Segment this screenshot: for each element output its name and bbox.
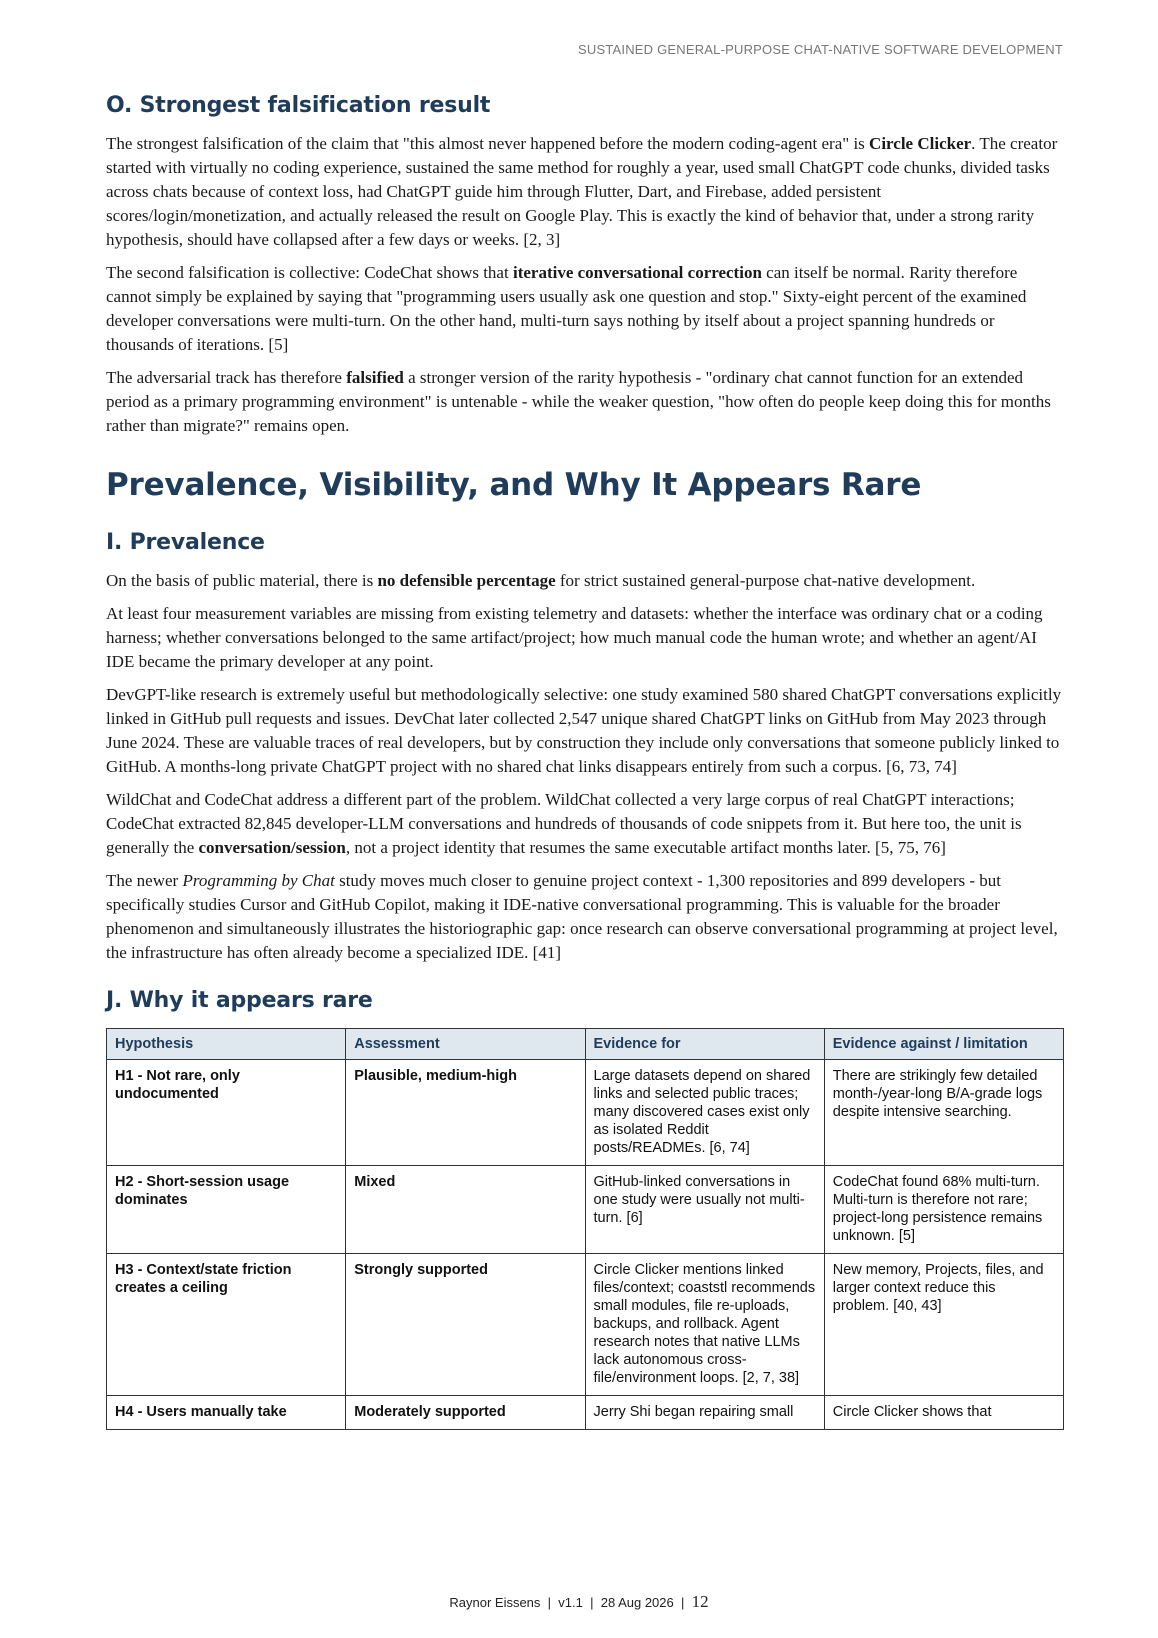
bold-term: iterative conversational correction (512, 263, 762, 283)
table-row (107, 1395, 1064, 1429)
footer-author: Raynor Eissens (449, 1595, 541, 1610)
page-number: 12 (691, 1592, 709, 1611)
section-j-heading: J. Why it appears rare (106, 988, 373, 1014)
text-span: . The creator started with virtually no coding experience, sustained the same method for roughly a year, used small ChatGPT code chunks, divided tasks across chats because of context loss, had ChatGPT guide him through Flutter, Dart, and Firebase, added persistent scores/login/monetization, and actually released the result on Google Play. This is exactly the kind of behavior that, under a strong rarity hypothesis, should have collapsed after a few days or weeks. [2, 3] (106, 134, 1058, 250)
evidence-for-cell: GitHub-linked conversations in one study were usually not multi-turn. [6] (585, 1165, 824, 1253)
column-header: Assessment (346, 1028, 585, 1059)
text-span: WildChat and CodeChat address a different part of the problem. WildChat collected a very large corpus of real ChatGPT interactions; CodeChat extracted 82,845 developer-LLM conversations and hundreds of thousands of code snippets from it. But here too, the unit is generally the (106, 790, 1022, 858)
hypothesis-cell: H4 - Users manually take (107, 1395, 346, 1429)
evidence-for-cell: Jerry Shi began repairing small (585, 1395, 824, 1429)
section-i-paragraph-4 (106, 788, 1064, 860)
assessment-cell: Mixed (346, 1165, 585, 1253)
section-o-paragraph-1 (106, 132, 1064, 252)
text-span: The second falsification is collective: CodeChat shows that (106, 263, 513, 283)
spacer (106, 974, 1064, 988)
bold-term: no defensible percentage (377, 571, 556, 591)
footer-date: 28 Aug 2026 (600, 1595, 674, 1610)
footer-separator: | (547, 1595, 552, 1610)
hypothesis-cell: H3 - Context/state friction creates a ceiling (107, 1253, 346, 1395)
section-o-paragraph-2 (106, 261, 1064, 357)
section-i-paragraph-2: At least four measurement variables are missing from existing telemetry and datasets: whether the interface was ordinary chat or a coding harness; whether conversations belonged to the same artifact/project; how much manual code the human wrote; and whether an agent/AI IDE became the primary developer at any point. (106, 604, 1043, 672)
table-row (107, 1059, 1064, 1165)
text-span: The strongest falsification of the claim that "this almost never happened before the modern coding-agent era" is (106, 134, 870, 154)
major-section-heading: Prevalence, Visibility, and Why It Appears Rare (106, 467, 922, 504)
evidence-for-cell: Large datasets depend on shared links and selected public traces; many discovered cases exist only as isolated Reddit posts/READMEs. [6, 74] (585, 1059, 824, 1165)
text-span: , not a project identity that resumes the same executable artifact months later. [5, 75, 76] (345, 838, 946, 858)
column-header: Evidence against / limitation (824, 1028, 1063, 1059)
text-span: can itself be normal. Rarity therefore cannot simply be explained by saying that "programming users usually ask one question and stop." Sixty-eight percent of the examined developer conversations were multi-turn. On the other hand, multi-turn says nothing by itself about a project spanning hundreds or thousands of iterations. [5] (106, 263, 1027, 355)
italic-title: Programming by Chat (182, 871, 335, 891)
assessment-cell: Moderately supported (346, 1395, 585, 1429)
hypothesis-table (106, 1028, 1064, 1430)
section-i-paragraph-1 (106, 569, 1064, 593)
bold-term: conversation/session (198, 838, 346, 858)
table-row (107, 1253, 1064, 1395)
text-span: On the basis of public material, there is (106, 571, 378, 591)
bold-term: Circle Clicker (869, 134, 972, 154)
page-content (106, 93, 1064, 1430)
footer-separator: | (680, 1595, 685, 1610)
text-span: for strict sustained general-purpose chat-native development. (555, 571, 976, 591)
hypothesis-cell: H2 - Short-session usage dominates (107, 1165, 346, 1253)
section-o-heading: O. Strongest falsification result (106, 93, 491, 118)
table-header-row (107, 1028, 1064, 1059)
footer-separator: | (590, 1595, 594, 1610)
text-span: The adversarial track has therefore (106, 368, 347, 388)
section-o-paragraph-3 (106, 366, 1064, 438)
section-i-paragraph-3: DevGPT-like research is extremely useful but methodologically selective: one study examined 580 shared ChatGPT conversations explicitly linked in GitHub pull requests and issues. DevChat later collected 2,547 unique shared ChatGPT links on GitHub from May 2023 through June 2024. These are valuable traces of real developers, but by construction they include only conversations that someone publicly linked to GitHub. A months-long private ChatGPT project with no shared chat links disappears entirely from such a corpus. [6, 73, 74] (106, 685, 1062, 777)
evidence-against-cell: There are strikingly few detailed month-/year-long B/A-grade logs despite intensive searching. (824, 1059, 1063, 1165)
text-span: a stronger version of the rarity hypothesis - "ordinary chat cannot function for an extended period as a primary programming environment" is untenable - while the weaker question, "how often do people keep doing this for months rather than migrate?" remains open. (106, 368, 1051, 436)
column-header: Evidence for (585, 1028, 824, 1059)
evidence-for-cell: Circle Clicker mentions linked files/context; coaststl recommends small modules, file re-uploads, backups, and rollback. Agent research notes that native LLMs lack autonomous cross-file/environment loops. [2, 7, 38] (585, 1253, 824, 1395)
running-header: SUSTAINED GENERAL-PURPOSE CHAT-NATIVE SOFTWARE DEVELOPMENT (578, 42, 1063, 57)
evidence-against-cell: New memory, Projects, files, and larger context reduce this problem. [40, 43] (824, 1253, 1063, 1395)
section-i-heading: I. Prevalence (106, 530, 265, 556)
evidence-against-cell: Circle Clicker shows that (824, 1395, 1063, 1429)
assessment-cell: Strongly supported (346, 1253, 585, 1395)
hypothesis-cell: H1 - Not rare, only undocumented (107, 1059, 346, 1165)
footer-version: v1.1 (558, 1595, 583, 1610)
page-footer (0, 1592, 1158, 1612)
text-span: The newer (106, 871, 183, 891)
text-span: study moves much closer to genuine project context - 1,300 repositories and 899 developers - but specifically studies Cursor and GitHub Copilot, making it IDE-native conversational programming. This is valuable for the broader phenomenon and simultaneously illustrates the historiographic gap: once research can observe conversational programming at project level, the infrastructure has often already become a specialized IDE. [41] (106, 871, 1058, 963)
table-row (107, 1165, 1064, 1253)
evidence-against-cell: CodeChat found 68% multi-turn. Multi-turn is therefore not rare; project-long persistence remains unknown. [5] (824, 1165, 1063, 1253)
section-i-paragraph-5 (106, 869, 1064, 965)
column-header: Hypothesis (107, 1028, 346, 1059)
assessment-cell: Plausible, medium-high (346, 1059, 585, 1165)
bold-term: falsified (346, 368, 404, 388)
